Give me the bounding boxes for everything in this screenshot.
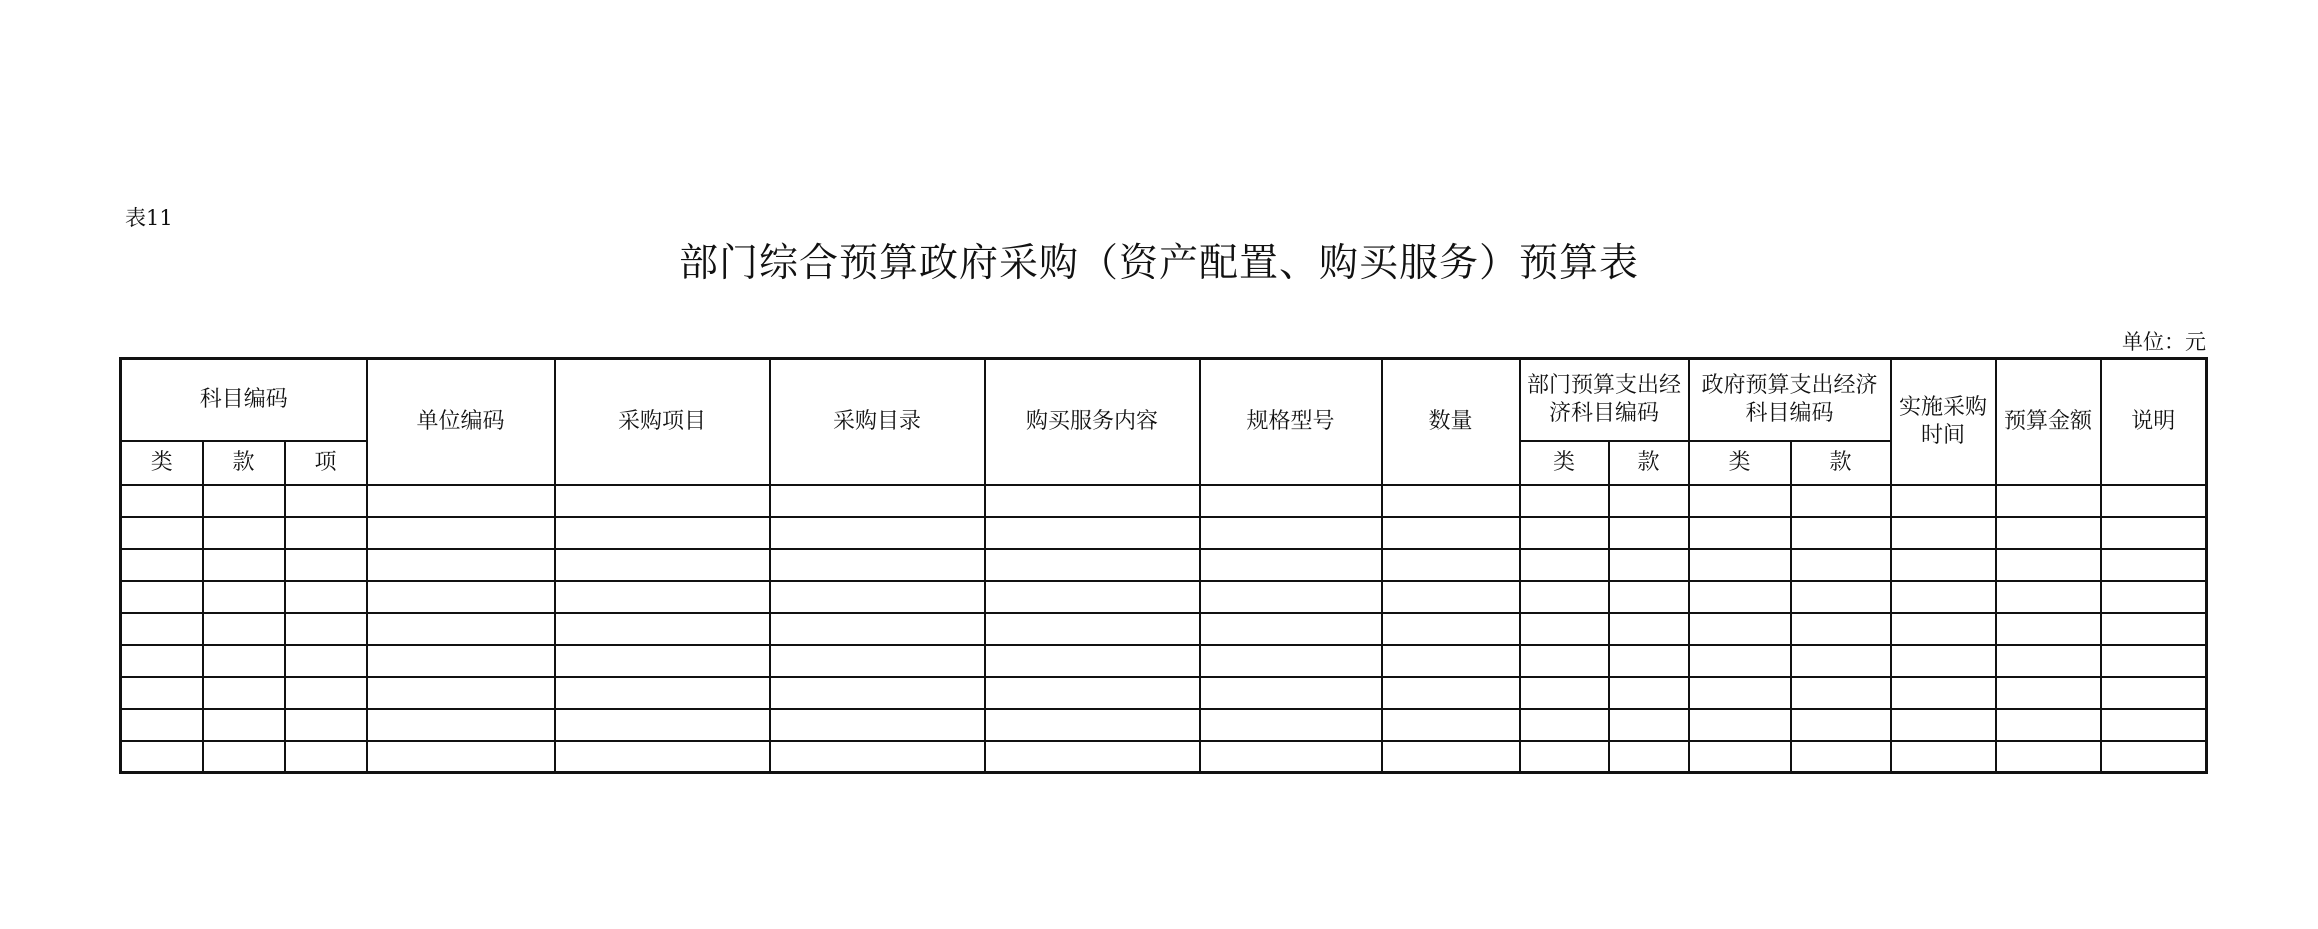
table-cell [1200, 741, 1382, 773]
table-cell [1200, 581, 1382, 613]
header-subject-class: 类 [121, 441, 203, 485]
table-cell [2101, 613, 2207, 645]
table-cell [367, 645, 555, 677]
table-cell [121, 517, 203, 549]
table-cell [285, 485, 367, 517]
table-cell [2101, 709, 2207, 741]
table-cell [1689, 581, 1791, 613]
table-cell [555, 677, 770, 709]
table-cell [121, 741, 203, 773]
table-cell [1791, 517, 1891, 549]
table-cell [1996, 549, 2101, 581]
header-dept-econ-code: 部门预算支出经济科目编码 [1520, 359, 1689, 441]
table-cell [367, 613, 555, 645]
table-row [121, 645, 2207, 677]
table-cell [985, 485, 1200, 517]
table-cell [770, 581, 985, 613]
table-cell [121, 485, 203, 517]
header-subject-code: 科目编码 [121, 359, 367, 441]
table-cell [203, 613, 285, 645]
table-cell [1609, 549, 1689, 581]
table-cell [1520, 677, 1609, 709]
table-cell [367, 485, 555, 517]
header-spec-model: 规格型号 [1200, 359, 1382, 485]
table-cell [203, 485, 285, 517]
table-cell [1891, 709, 1996, 741]
table-cell [1996, 645, 2101, 677]
table-cell [985, 549, 1200, 581]
table-body [121, 485, 2207, 773]
table-cell [2101, 581, 2207, 613]
table-cell [203, 677, 285, 709]
table-cell [1891, 645, 1996, 677]
table-cell [367, 709, 555, 741]
table-row [121, 613, 2207, 645]
table-cell [203, 645, 285, 677]
table-cell [2101, 677, 2207, 709]
table-cell [1200, 517, 1382, 549]
header-row-1 [121, 359, 2207, 441]
table-cell [555, 549, 770, 581]
table-cell [1520, 709, 1609, 741]
table-cell [1791, 709, 1891, 741]
table-cell [1996, 517, 2101, 549]
table-cell [1891, 549, 1996, 581]
table-cell [1891, 677, 1996, 709]
table-cell [770, 677, 985, 709]
header-dept-econ-section: 款 [1609, 441, 1689, 485]
table-cell [1689, 741, 1791, 773]
table-cell [367, 581, 555, 613]
table-cell [285, 613, 367, 645]
header-purchase-item: 采购项目 [555, 359, 770, 485]
table-cell [367, 549, 555, 581]
table-cell [770, 645, 985, 677]
header-budget-amount: 预算金额 [1996, 359, 2101, 485]
table-cell [1609, 581, 1689, 613]
header-subject-section: 款 [203, 441, 285, 485]
table-cell [1791, 485, 1891, 517]
table-row [121, 549, 2207, 581]
table-cell [1520, 485, 1609, 517]
table-cell [1200, 613, 1382, 645]
table-cell [285, 709, 367, 741]
header-gov-econ-class: 类 [1689, 441, 1791, 485]
table-cell [770, 517, 985, 549]
table-cell [770, 549, 985, 581]
table-cell [1382, 741, 1520, 773]
table-cell [770, 709, 985, 741]
table-cell [203, 709, 285, 741]
table-cell [1382, 613, 1520, 645]
table-cell [1382, 677, 1520, 709]
table-cell [2101, 549, 2207, 581]
table-row [121, 709, 2207, 741]
table-cell [555, 741, 770, 773]
table-cell [985, 581, 1200, 613]
table-cell [367, 517, 555, 549]
table-cell [1891, 485, 1996, 517]
table-cell [1520, 517, 1609, 549]
table-cell [1609, 613, 1689, 645]
header-quantity: 数量 [1382, 359, 1520, 485]
table-cell [1891, 613, 1996, 645]
table-cell [203, 517, 285, 549]
table-cell [1200, 645, 1382, 677]
table-cell [2101, 517, 2207, 549]
table-cell [1791, 581, 1891, 613]
table-cell [1382, 485, 1520, 517]
header-notes: 说明 [2101, 359, 2207, 485]
table-row [121, 485, 2207, 517]
table-cell [1791, 741, 1891, 773]
table-cell [1609, 645, 1689, 677]
table-cell [1891, 517, 1996, 549]
table-cell [1609, 741, 1689, 773]
header-service-content: 购买服务内容 [985, 359, 1200, 485]
header-gov-econ-section: 款 [1791, 441, 1891, 485]
table-cell [985, 709, 1200, 741]
table-cell [985, 677, 1200, 709]
table-cell [1689, 517, 1791, 549]
table-cell [285, 677, 367, 709]
table-number-label: 表11 [125, 206, 173, 230]
table-cell [121, 549, 203, 581]
table-cell [1996, 581, 2101, 613]
table-cell [285, 581, 367, 613]
table-cell [121, 709, 203, 741]
header-dept-econ-class: 类 [1520, 441, 1609, 485]
table-cell [1382, 517, 1520, 549]
table-cell [555, 485, 770, 517]
table-cell [1689, 549, 1791, 581]
table-cell [1520, 549, 1609, 581]
table-cell [1996, 613, 2101, 645]
table-cell [2101, 485, 2207, 517]
table-cell [1689, 645, 1791, 677]
table-cell [1200, 549, 1382, 581]
table-cell [1609, 677, 1689, 709]
table-cell [770, 613, 985, 645]
table-cell [555, 517, 770, 549]
table-cell [1609, 485, 1689, 517]
table-cell [770, 741, 985, 773]
table-cell [1689, 709, 1791, 741]
budget-table [119, 357, 2208, 774]
table-cell [203, 549, 285, 581]
table-cell [1996, 741, 2101, 773]
table-cell [985, 645, 1200, 677]
table-cell [1791, 613, 1891, 645]
table-cell [1609, 517, 1689, 549]
table-cell [367, 677, 555, 709]
table-cell [2101, 645, 2207, 677]
table-cell [121, 645, 203, 677]
table-cell [1891, 581, 1996, 613]
table-cell [555, 645, 770, 677]
table-cell [1996, 677, 2101, 709]
table-cell [2101, 741, 2207, 773]
table-cell [1791, 549, 1891, 581]
table-cell [555, 581, 770, 613]
table-cell [1891, 741, 1996, 773]
table-cell [121, 581, 203, 613]
table-cell [285, 645, 367, 677]
header-gov-econ-code: 政府预算支出经济科目编码 [1689, 359, 1891, 441]
table-cell [285, 549, 367, 581]
table-cell [203, 581, 285, 613]
table-cell [985, 613, 1200, 645]
table-cell [367, 741, 555, 773]
table-cell [1520, 581, 1609, 613]
table-cell [1382, 581, 1520, 613]
table-cell [1200, 709, 1382, 741]
page-title: 部门综合预算政府采购（资产配置、购买服务）预算表 [678, 241, 1639, 286]
table-cell [285, 517, 367, 549]
table-cell [555, 709, 770, 741]
header-purchase-catalog: 采购目录 [770, 359, 985, 485]
table-cell [1791, 645, 1891, 677]
table-cell [1689, 613, 1791, 645]
table-row [121, 741, 2207, 773]
table-cell [985, 517, 1200, 549]
table-cell [1382, 709, 1520, 741]
table-cell [121, 613, 203, 645]
unit-label: 单位：元 [2122, 330, 2206, 354]
table-cell [1689, 677, 1791, 709]
header-purchase-time: 实施采购时间 [1891, 359, 1996, 485]
table-cell [1609, 709, 1689, 741]
header-subject-item: 项 [285, 441, 367, 485]
table-cell [1382, 645, 1520, 677]
table-cell [1520, 741, 1609, 773]
table-row [121, 517, 2207, 549]
table-cell [1996, 485, 2101, 517]
table-cell [1689, 485, 1791, 517]
table-cell [1382, 549, 1520, 581]
table-cell [555, 613, 770, 645]
table-cell [1200, 677, 1382, 709]
table-cell [1996, 709, 2101, 741]
table-cell [285, 741, 367, 773]
table-cell [1520, 613, 1609, 645]
table-cell [1520, 645, 1609, 677]
table-cell [1200, 485, 1382, 517]
header-unit-code: 单位编码 [367, 359, 555, 485]
table-row [121, 581, 2207, 613]
table-row [121, 677, 2207, 709]
table-cell [770, 485, 985, 517]
table-cell [203, 741, 285, 773]
table-cell [121, 677, 203, 709]
table-cell [985, 741, 1200, 773]
table-cell [1791, 677, 1891, 709]
